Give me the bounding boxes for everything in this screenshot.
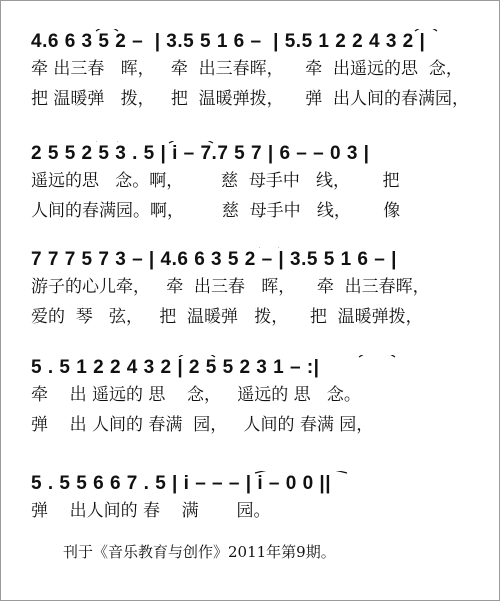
- lyrics-verse-2: 人间的春满园。啊， 慈 母手中 线， 像: [31, 201, 401, 221]
- notes-line: 5 . 5 1 2 2 4 3 2 | 2 5 5 2 3 1 – :|: [31, 357, 320, 378]
- lyrics-verse-1: 遥远的思 念。啊， 慈 母手中 线， 把: [31, 171, 400, 191]
- lyrics-verse-1: 弹 出人间的 春 满 园。: [31, 501, 271, 521]
- publication-note: 刊于《音乐教育与创作》2011年第9期。: [63, 543, 336, 561]
- lyrics-verse-2: 把 温暖弹 拨， 把 温暖弹拨， 弹 出人间的春满园，: [31, 89, 470, 109]
- lyrics-verse-2: 爱的 琴 弦， 把 温暖弹 拨， 把 温暖弹拨，: [31, 307, 423, 327]
- lyrics-verse-1: 牵 出三春 晖， 牵 出三春晖， 牵 出遥远的思 念，: [31, 59, 463, 79]
- notes-line: 4.6 6 3 5 2 – | 3.5 5 1 6 – | 5.5 1 2 2 4 3 2 |: [31, 31, 426, 52]
- lyrics-verse-1: 游子的心儿牵， 牵 出三春 晖， 牵 出三春晖，: [31, 277, 430, 297]
- lyrics-verse-2: 弹 出 人间的 春满 园， 人间的 春满 园，: [31, 415, 374, 435]
- notes-line: 2 5 5 2 5 3 . 5 | i – 7.7 5 7 | 6 – – 0 3 |: [31, 143, 370, 164]
- notes-line: 7 7 7 5 7 3 – | 4.6 6 3 5 2 – | 3.5 5 1 6 – |: [31, 249, 397, 270]
- notes-line: 5 . 5 5 6 6 7 . 5 | i – – – | i – 0 0 ||: [31, 473, 332, 494]
- lyrics-verse-1: 牵 出 遥远的 思 念， 遥远的 思 念。: [31, 385, 361, 405]
